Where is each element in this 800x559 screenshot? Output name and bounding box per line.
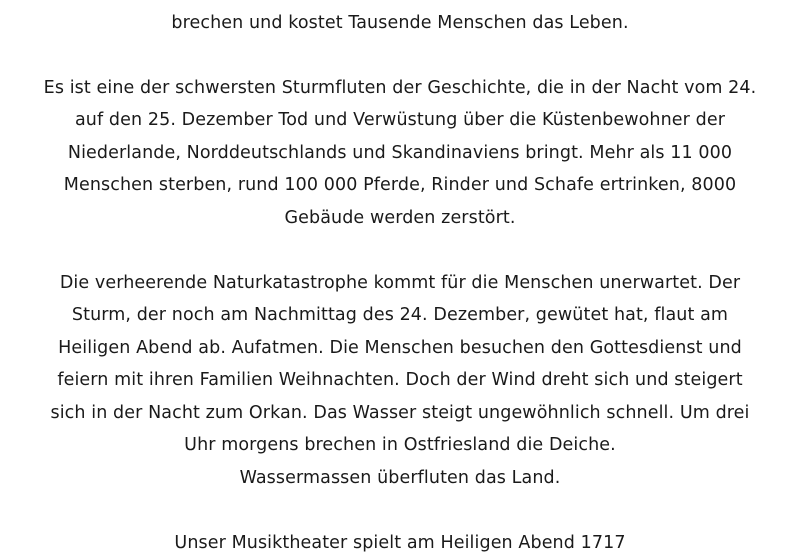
text-line: brechen und kostet Tausende Menschen das Leben. [0, 7, 800, 40]
text-line: Sturm, der noch am Nachmittag des 24. Dezember, gewütet hat, flaut am [0, 299, 800, 332]
text-line: Es ist eine der schwersten Sturmfluten der Geschichte, die in der Nacht vom 24. [0, 72, 800, 105]
text-line: auf den 25. Dezember Tod und Verwüstung über die Küstenbewohner der [0, 104, 800, 137]
text-line: Gebäude werden zerstört. [0, 202, 800, 235]
text-line: sich in der Nacht zum Orkan. Das Wasser steigt ungewöhnlich schnell. Um drei [0, 397, 800, 430]
text-line: Uhr morgens brechen in Ostfriesland die Deiche. [0, 429, 800, 462]
text-line: feiern mit ihren Familien Weihnachten. Doch der Wind dreht sich und steigert [0, 364, 800, 397]
text-line: Niederlande, Norddeutschlands und Skandinaviens bringt. Mehr als 11 000 [0, 137, 800, 170]
text-line: Unser Musiktheater spielt am Heiligen Abend 1717 [0, 527, 800, 559]
paragraph-gap [0, 494, 800, 527]
text-line: Heiligen Abend ab. Aufatmen. Die Menschen besuchen den Gottesdienst und [0, 332, 800, 365]
paragraph-gap [0, 39, 800, 72]
text-line: Die verheerende Naturkatastrophe kommt für die Menschen unerwartet. Der [0, 267, 800, 300]
text-line: Menschen sterben, rund 100 000 Pferde, Rinder und Schafe ertrinken, 8000 [0, 169, 800, 202]
text-line: Wassermassen überfluten das Land. [0, 462, 800, 495]
paragraph-gap [0, 234, 800, 267]
